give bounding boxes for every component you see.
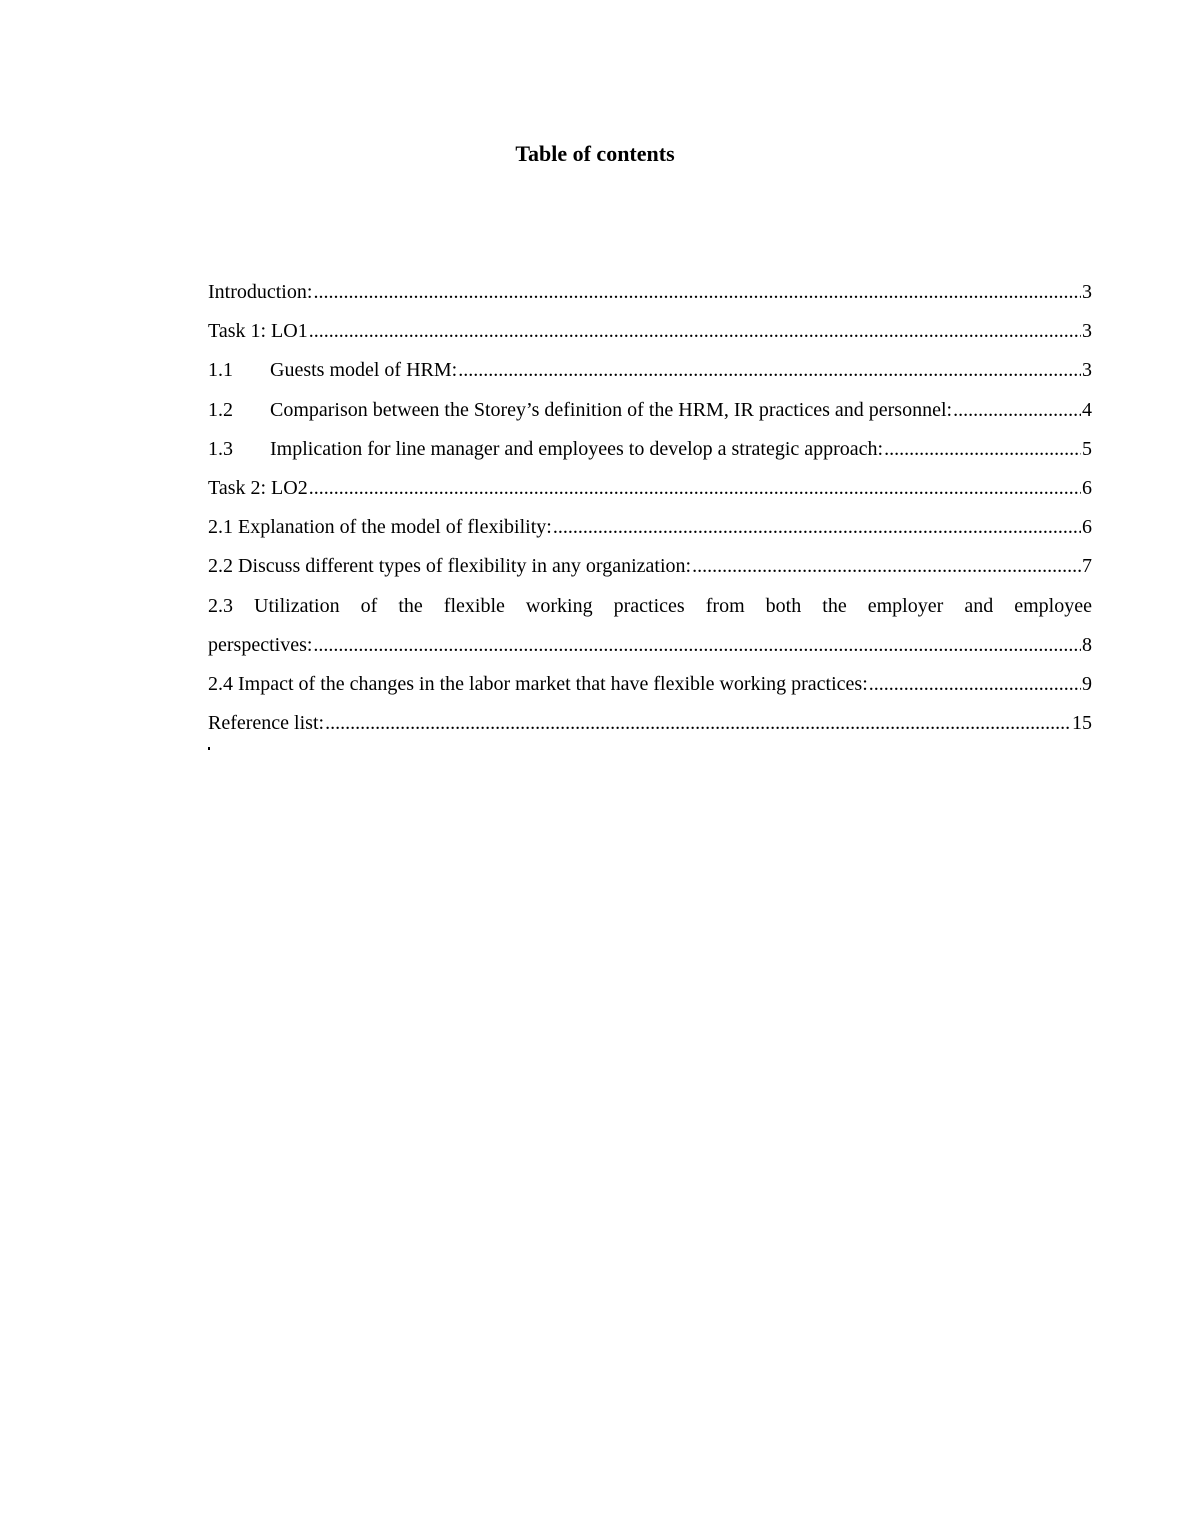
toc-leader-dots <box>869 668 1081 700</box>
toc-entry-number: 1.2 <box>208 398 233 421</box>
toc-entry-page: 3 <box>1082 281 1092 303</box>
toc-entry-text: perspectives: <box>208 633 313 656</box>
toc-entry-text: Reference list: <box>208 712 325 735</box>
toc-leader-dots <box>553 511 1081 543</box>
toc-entry-page: 7 <box>1082 555 1092 578</box>
toc-entry[interactable] <box>208 315 1092 354</box>
toc-leader-dots <box>309 315 1081 347</box>
toc-entry-text: Introduction: <box>208 281 313 303</box>
toc-entry-page: 15 <box>1072 712 1092 735</box>
toc-entry-page: 3 <box>1082 320 1092 343</box>
toc-entry[interactable] <box>208 629 1092 668</box>
stray-mark <box>208 747 210 750</box>
toc-entry[interactable] <box>208 511 1092 550</box>
toc-entry-text: Task 2: LO2 <box>208 476 308 499</box>
toc-entry-page: 4 <box>1082 398 1092 421</box>
toc-entry-text: Implication for line manager and employees to develop a strategic approach: <box>270 437 884 460</box>
toc-entry-number: 1.3 <box>208 437 233 460</box>
toc-leader-dots <box>884 433 1081 465</box>
toc-entry[interactable] <box>208 550 1092 589</box>
toc-leader-dots <box>313 629 1081 661</box>
toc-entry-text: Guests model of HRM: <box>270 359 458 382</box>
toc-entry-page: 5 <box>1082 437 1092 460</box>
toc-list <box>208 276 1092 746</box>
toc-leader-dots <box>309 472 1081 504</box>
toc-leader-dots <box>458 354 1081 386</box>
toc-leader-dots <box>953 394 1081 426</box>
toc-leader-dots <box>692 550 1081 582</box>
toc-entry-page: 3 <box>1082 359 1092 382</box>
toc-entry-page: 6 <box>1082 476 1092 499</box>
toc-entry[interactable] <box>208 394 1092 433</box>
toc-entry-page: 9 <box>1082 672 1092 695</box>
toc-entry-text: 2.1 Explanation of the model of flexibility: <box>208 516 552 539</box>
toc-entry-first-line[interactable]: 2.3 Utilization of the flexible working practices from both the employer and employee <box>208 594 1092 617</box>
toc-entry-text: 2.2 Discuss different types of flexibility in any organization: <box>208 555 692 578</box>
toc-entry[interactable] <box>208 707 1092 746</box>
toc-entry[interactable] <box>208 276 1092 315</box>
toc-title: Table of contents <box>515 141 675 166</box>
toc-entry[interactable] <box>208 433 1092 472</box>
toc-entry-page: 6 <box>1082 516 1092 539</box>
toc-leader-dots <box>313 276 1081 308</box>
toc-entry-text: Task 1: LO1 <box>208 320 308 343</box>
toc-entry[interactable] <box>208 668 1092 707</box>
toc-entry[interactable] <box>208 354 1092 393</box>
toc-entry-number: 1.1 <box>208 359 233 382</box>
toc-entry-page: 8 <box>1082 633 1092 656</box>
toc-entry-text: 2.4 Impact of the changes in the labor market that have flexible working practices: <box>208 672 868 695</box>
toc-entry-text: Comparison between the Storey’s definition of the HRM, IR practices and personnel: <box>270 398 953 421</box>
toc-entry[interactable] <box>208 472 1092 511</box>
toc-leader-dots <box>325 707 1071 739</box>
